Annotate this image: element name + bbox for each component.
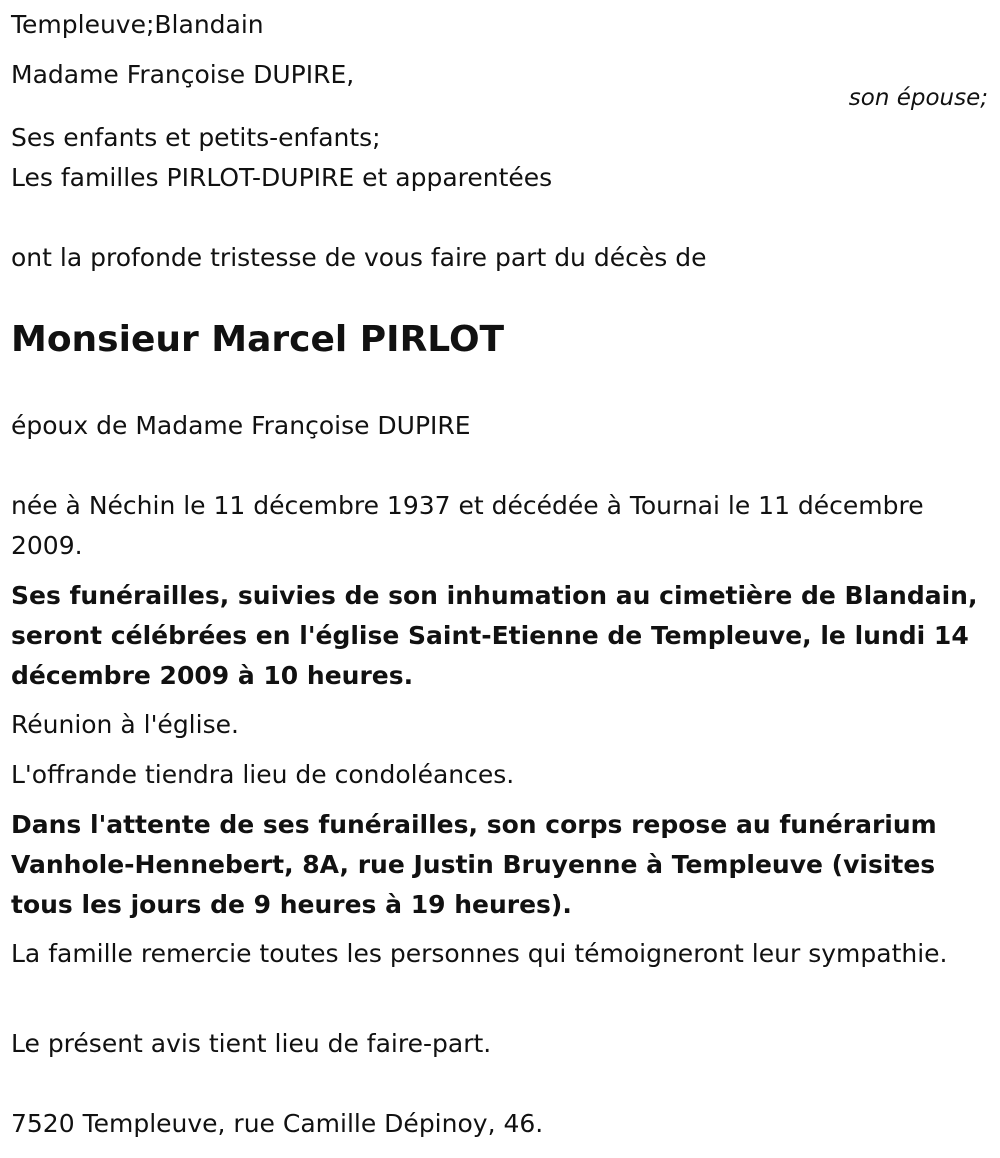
- locality-header: Templeuve;Blandain: [11, 10, 264, 39]
- funeral-details: Ses funérailles, suivies de son inhumation au cimetière de Blandain, seront célébrées en l'église Saint-Etienne de Templeuve, le lundi 14 décembre 2009 à 10 heures.: [11, 581, 978, 690]
- thanks-text: La famille remercie toutes les personnes qui témoigneront leur sympathie.: [11, 939, 948, 968]
- spouse-name: Madame Françoise DUPIRE,: [11, 60, 355, 89]
- announcement-text: ont la profonde tristesse de vous faire part du décès de: [11, 243, 707, 272]
- address-line: 7520 Templeuve, rue Camille Dépinoy, 46.: [11, 1109, 544, 1138]
- families-line: Les familles PIRLOT-DUPIRE et apparentées: [11, 163, 553, 192]
- spouse-of-line: époux de Madame Françoise DUPIRE: [11, 411, 471, 440]
- viewing-details: Dans l'attente de ses funérailles, son corps repose au funérarium Vanhole-Hennebert, 8A, rue Justin Bruyenne à Templeuve (visites tous les jours de 9 heures à 19 heures).: [11, 810, 937, 919]
- meeting-line: Réunion à l'église.: [11, 710, 239, 739]
- offering-line: L'offrande tiendra lieu de condoléances.: [11, 760, 515, 789]
- notice-line: Le présent avis tient lieu de faire-part.: [11, 1029, 492, 1058]
- birth-death-dates: née à Néchin le 11 décembre 1937 et décédée à Tournai le 11 décembre 2009.: [11, 491, 924, 560]
- deceased-name: Monsieur Marcel PIRLOT: [11, 319, 505, 360]
- children-line: Ses enfants et petits-enfants;: [11, 123, 381, 152]
- spouse-role: son épouse;: [848, 85, 988, 111]
